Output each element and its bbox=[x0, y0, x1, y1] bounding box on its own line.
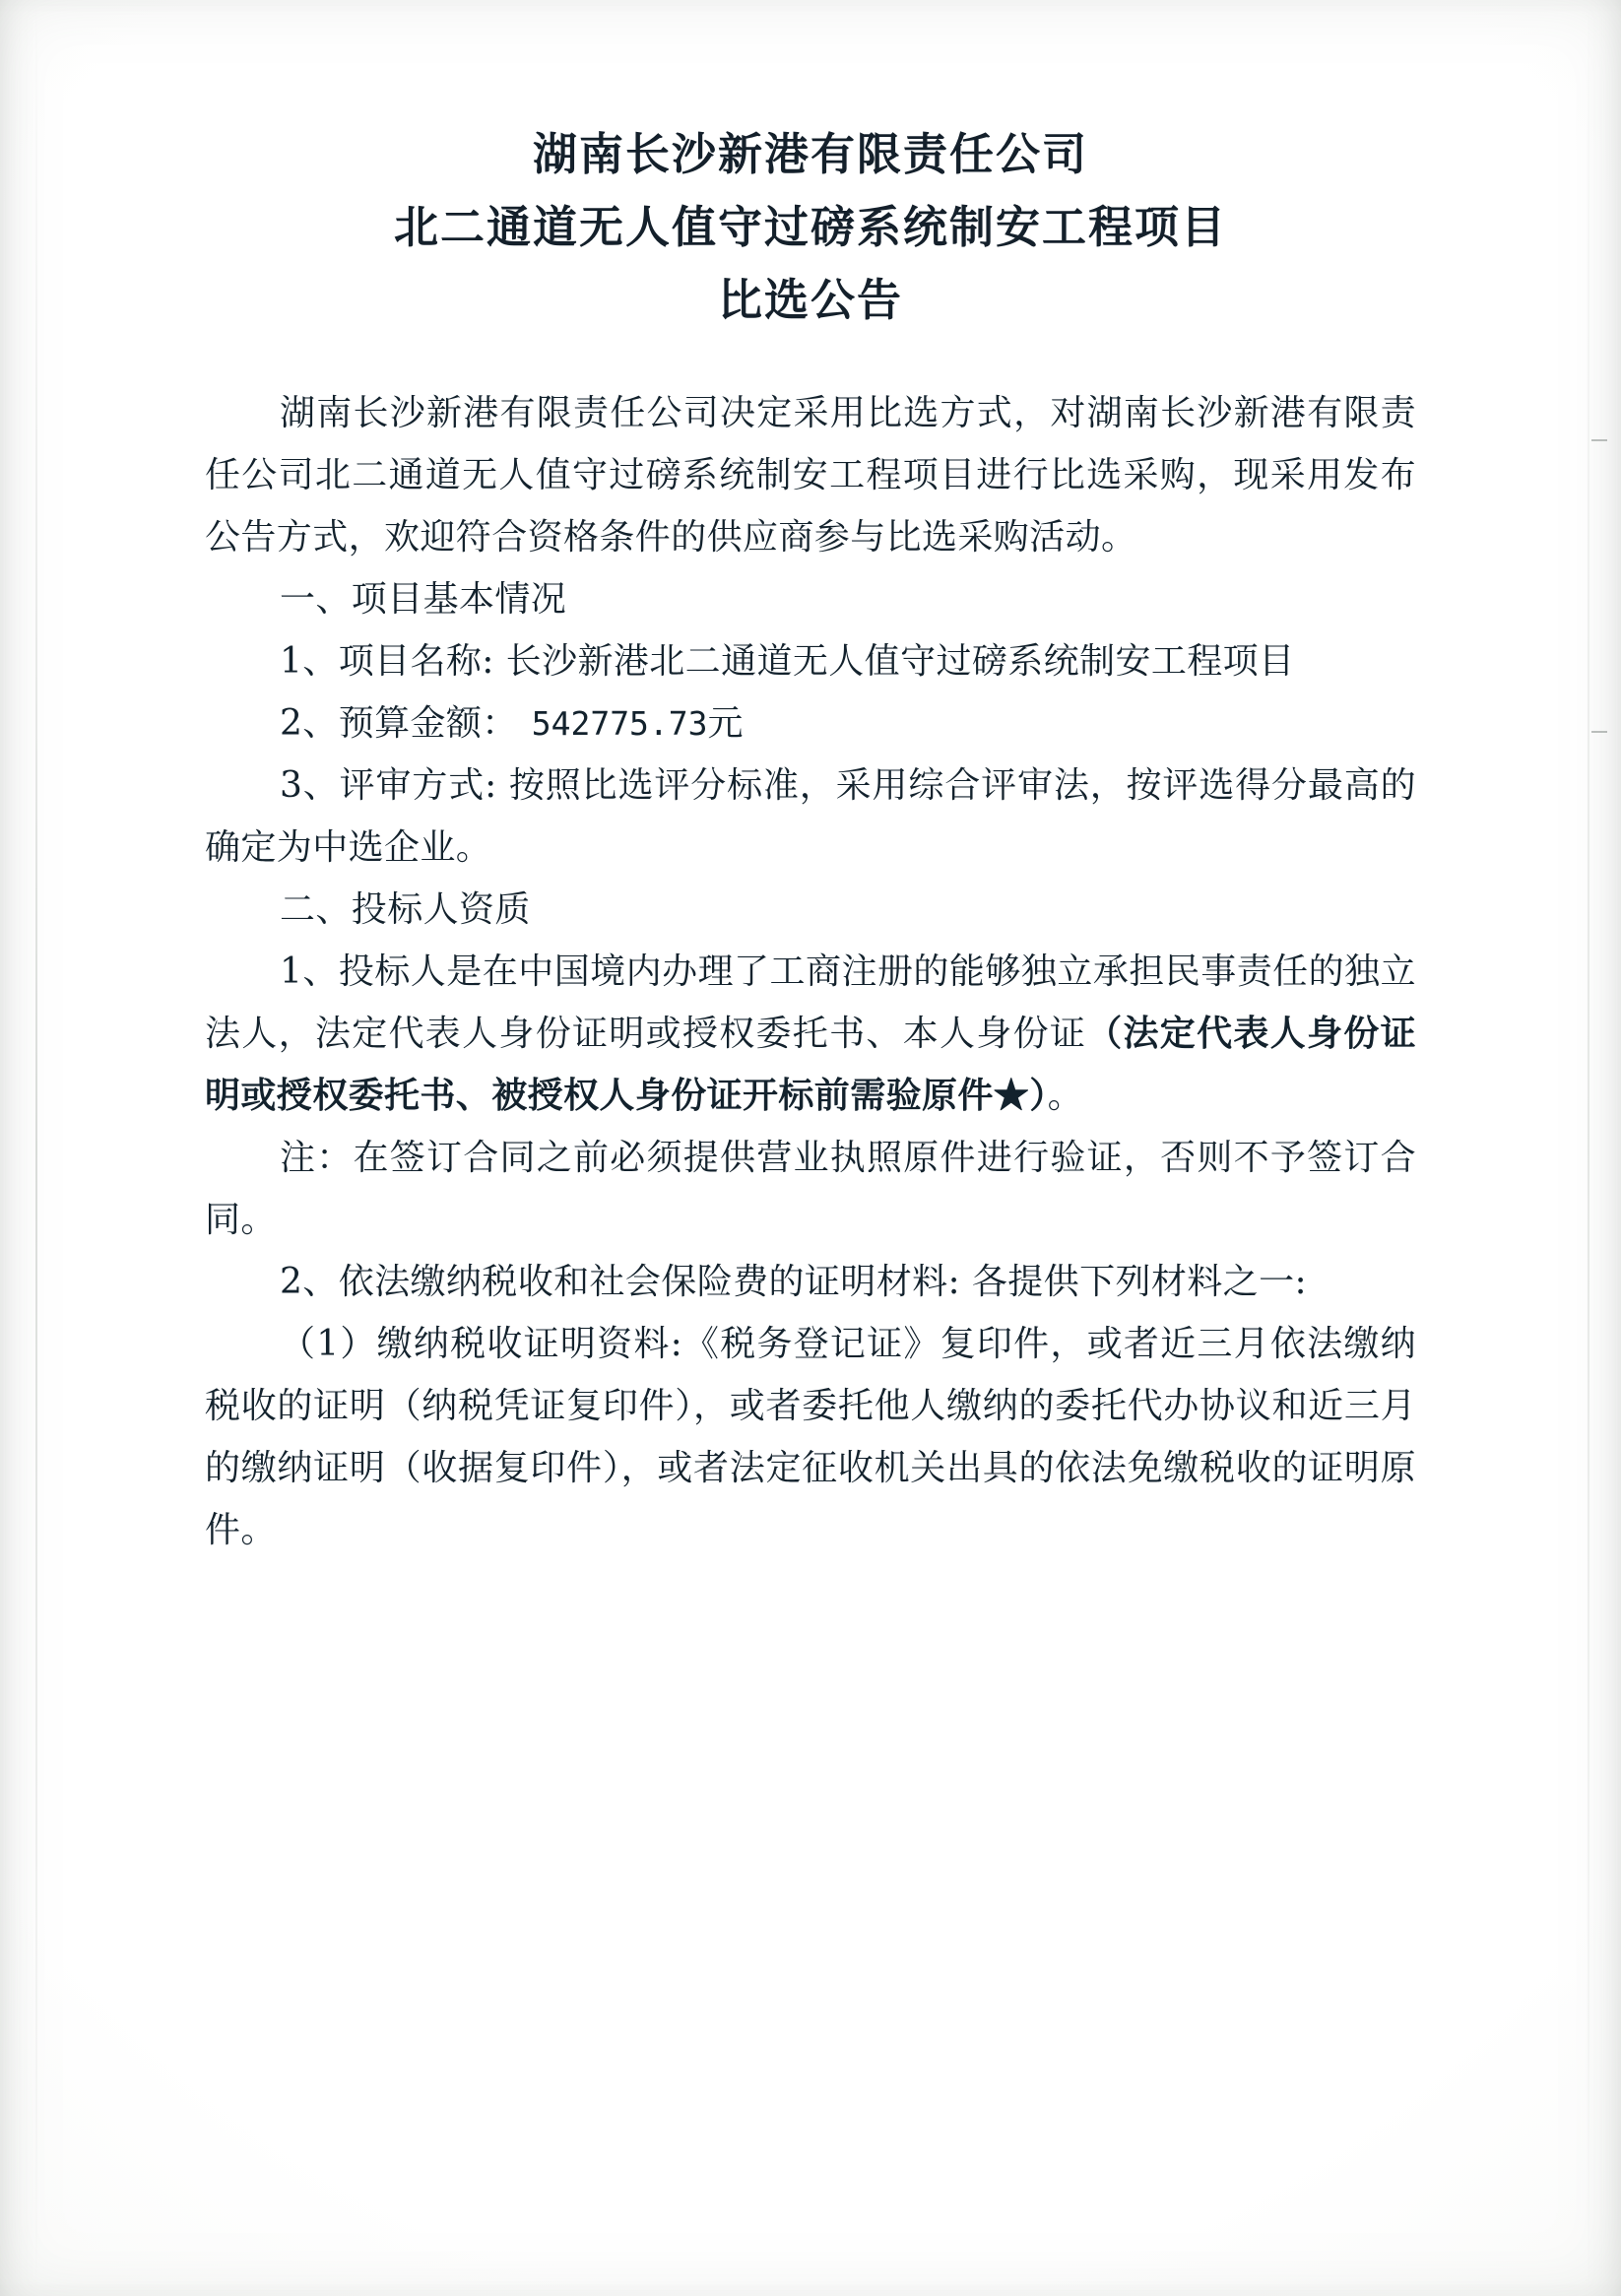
budget-label: 2、预算金额： bbox=[280, 703, 518, 744]
qualification-text-bold: （法定代表人身份证明或授权委托书、被授权人身份证开标前需验原件★） bbox=[205, 1013, 1416, 1116]
title-line-company: 湖南长沙新港有限责任公司 bbox=[532, 128, 1088, 180]
qualification-text-normal: 1、投标人是在中国境内办理了工商注册的能够独立承担民事责任的独立法人，法定代表人身份证明或授权委托书、本人身份证 bbox=[205, 951, 1416, 1054]
paragraph-qualification-item-1 bbox=[205, 941, 1416, 1127]
title-line-project: 北二通道无人值守过磅系统制安工程项目 bbox=[393, 201, 1227, 253]
document-body bbox=[205, 382, 1416, 1561]
page-edge-tick bbox=[1591, 731, 1607, 733]
document-content bbox=[205, 118, 1416, 1561]
scan-edge-streak-left bbox=[35, 0, 37, 2296]
paragraph-note-business-license: 注：在签订合同之前必须提供营业执照原件进行验证，否则不予签订合同。 bbox=[205, 1138, 1416, 1240]
budget-value: 542775.73 bbox=[531, 704, 708, 743]
document-title bbox=[205, 118, 1416, 337]
qualification-text-tail: 。 bbox=[1047, 1076, 1084, 1116]
section-heading-bidder-qualification: 二、投标人资质 bbox=[280, 889, 531, 930]
paragraph-tax-proof-sub-item-1: （1）缴纳税收证明资料:《税务登记证》复印件，或者近三月依法缴纳税收的证明（纳税凭证复印件），或者委托他人缴纳的委托代办协议和近三月的缴纳证明（收据复印件），或者法定征收机关出具的依法免缴税收的证明原件。 bbox=[205, 1324, 1416, 1550]
paragraph-budget-amount bbox=[205, 692, 1416, 754]
paragraph-qualification-item-2: 2、依法缴纳税收和社会保险费的证明材料: 各提供下列材料之一: bbox=[280, 1262, 1308, 1302]
section-heading-project-basics: 一、项目基本情况 bbox=[280, 579, 567, 620]
paragraph-intro: 湖南长沙新港有限责任公司决定采用比选方式，对湖南长沙新港有限责任公司北二通道无人值守过磅系统制安工程项目进行比选采购，现采用发布公告方式，欢迎符合资格条件的供应商参与比选采购活动。 bbox=[205, 393, 1416, 558]
paragraph-review-method: 3、评审方式: 按照比选评分标准，采用综合评审法，按评选得分最高的确定为中选企业。 bbox=[205, 765, 1416, 868]
paragraph-project-name: 1、项目名称: 长沙新港北二通道无人值守过磅系统制安工程项目 bbox=[280, 641, 1295, 682]
page-edge-tick bbox=[1591, 439, 1607, 441]
budget-unit: 元 bbox=[707, 703, 744, 744]
scan-edge-streak-right bbox=[1588, 0, 1589, 2296]
title-line-notice-type: 比选公告 bbox=[717, 274, 903, 326]
